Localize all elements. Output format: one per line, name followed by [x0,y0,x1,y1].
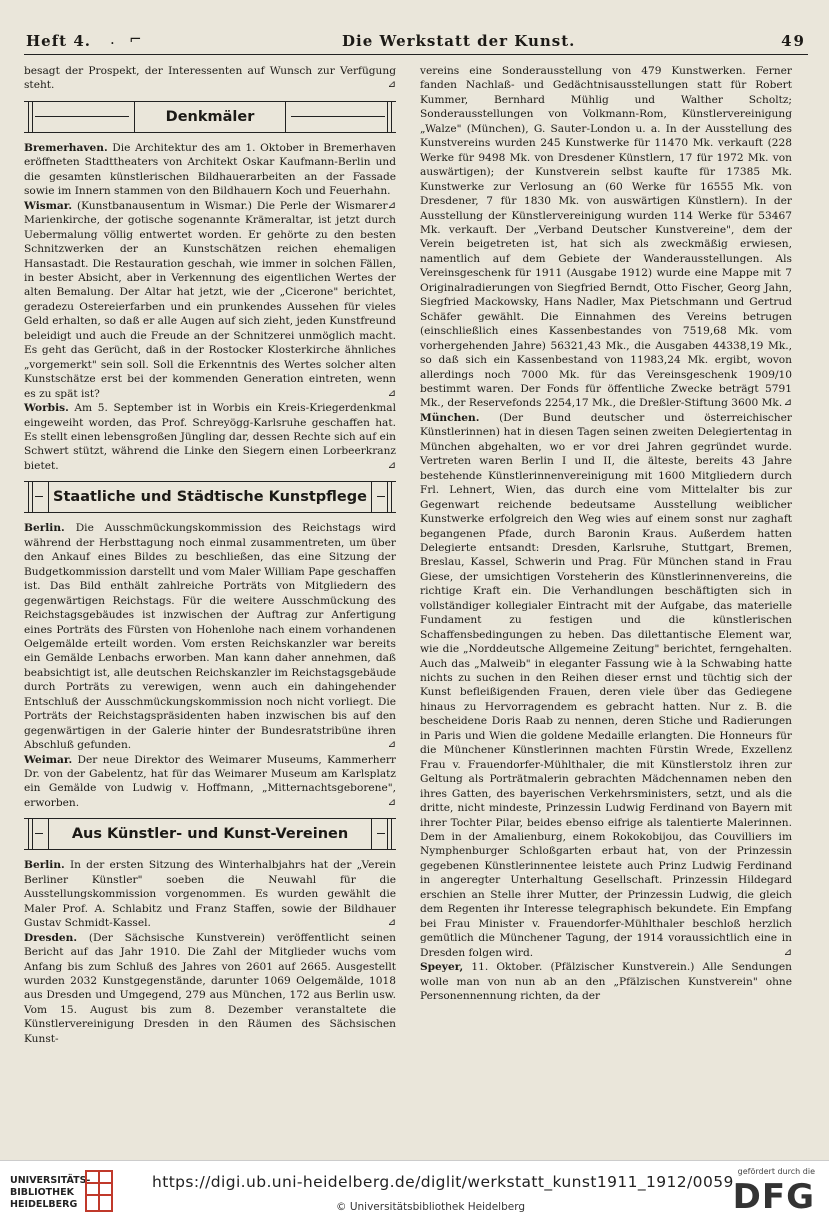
permalink-url[interactable]: https://digi.ub.uni-heidelberg.de/diglit/werkstatt_kunst1911_1912/0059 [152,1173,734,1191]
article-speyer: Speyer, 11. Oktober. (Pfälzischer Kunstverein.) Alle Sendungen wolle man von nun ab an den „Pfälzischen Kunstverein" ohne Personennennung richten, da der [420,961,792,1002]
article-muenchen: München. (Der Bund deutscher und österreichischer Künstlerinnen) hat in diesen Tagen seinen zweiten Delegiertentag in München abgehalten, wo er vor drei Jahren gegründet wurde. Vertreten waren Berlin I und II, die älteste, bereits 43 Jahre bestehende Künstlerinnenvereinigung mit 1600 Mitgliedern durch Frl. Lehnert, Wien, das durch eine vom Mittelalter bis zur Gegenwart reichende bedeutsame Ausstellung weiblicher Kunstwerke erfolgreich den Weg wies auf einem sonst nur zaghaft begangenen Pfade, durch Baronin Kraus. Außerdem hatten Delegierte entsandt: Dresden, Karlsruhe, Stuttgart, Bremen, Breslau, Kassel, Schwerin und Prag. Für München stand in Frau Giese, der umsichtigen Vorsteherin des Künstlerinnenvereins, die richtige Kraft ein. Die Verhandlungen beschäftigten sich in vollständiger kollegialer Eintracht mit der Aufgabe, das materielle Fundament zu festigen und die künstlerischen Schaffensbedingungen zu heben. Das dilettantische Element war, wie die „Norddeutsche Allgemeine Zeitung" berichtet, ferngehalten. Auch das „Malweib" in eleganter Fassung wie à la Schwabing hatte nichts zu suchen in den Reihen dieser ernst und tüchtig sich der Kunst befleißigenden Frauen, deren viele über das Gediegene hinaus zu Hervorragendem es gebracht hatten. Nur z. B. die bescheidene Doris Raab zu nennen, deren Stiche und Radierungen in Paris und Wien die goldene Medaille erlangten. Die Honneurs für die Münchener Künstlerinnen machten Fürstin Wrede, Exzellenz Frau v. Frauendorfer-Mühlthaler, die mit Künstlerstolz ihren zur Geltung als Porträtmalerin gebrachten Mädchennamen neben den ihres Gatten, des bayerischen Verkehrsministers, setzt, und als die dritte, nicht mindeste, Prinzessin Ludwig Ferdinand von Bayern mit ihrer Tochter Pilar, beides ebenso eifrige als talentierte Malerinnen. Dem in der Amalienburg, einem Rokokobijou, das Couvilliers im Nymphenburger Schloßgarten erbaut hat, von der Prinzessin gegebenen Künstlerinnentee leistete auch Prinz Ludwig Ferdinand in angeregter Unterhaltung Gesellschaft. Prinzessin Hildegard erschien an Stelle ihrer Mutter, der Prinzessin Ludwig, die gleich dem Regenten ihr Interesse telegraphisch bekundete. Ein Empfang bei Frau Minister v. Frauendorfer-Mühlthaler beschloß herzlich gemütlich die Münchener Tagung, der 1914 voraussichtlich eine in Dresden folgen wird. ⊿ [420,411,792,959]
article-bremerhaven: Bremerhaven. Die Architektur des am 1. Oktober in Bremerhaven eröffneten Stadttheaters von Architekt Oskar Kaufmann-Berlin und die gesamten künstlerischen Bildhauerarbeiten an der Fassade sowie im Innern stammen von den Bildhauern Koch und Feuerhahn. ⊿ [24,141,396,211]
article-worbis: Worbis. Am 5. September ist in Worbis ein Kreis-Kriegerdenkmal eingeweiht worden, das Prof. Schreyögg-Karlsruhe geschaffen hat. Es stellt einen lebensgroßen Jüngling dar, dessen Rechte sich auf ein Schwert stützt, während die Linke den Siegern einen Lorbeerkranz bietet. ⊿ [24,402,396,472]
article-weimar: Weimar. Der neue Direktor des Weimarer Museums, Kammerherr Dr. von der Gabelentz, hat für das Weimarer Museum am Karlsplatz ein Gemälde von Ludwig v. Hoffmann, „Mitternachtsgeborene", erworben. ⊿ [24,753,396,809]
article-berlin: Berlin. Die Ausschmückungskommission des Reichstags wird während der Herbsttagung noch einmal zusammentreten, um über den Ankauf eines Bildes zu beschließen, das eine Sitzung der Budgetkommission darstellt und vom Maler William Pape geschaffen ist. Das Bild enthält zahlreiche Porträts von Mitgliedern des gegenwärtigen Reichstags. Für die weitere Ausschmückung des Reichstagsgebäudes ist inzwischen der Auftrag zur Anfertigung eines Porträts des Fürsten von Hohenlohe nach einem vorhandenen Oelgemälde erteilt worden. Vom ersten Reichskanzler war bereits ein Gemälde Lenbachs erworben. Man kann daher annehmen, daß beabsichtigt ist, alle deutschen Reichskanzler im Reichstagsgebäude durch Porträts zu verewigen, wenn auch ein dahingehender Entschluß der Ausschmückungskommission noch nicht vorliegt. Die Porträts der Reichstagspräsidenten haben inzwischen bis auf den gegenwärtigen in der Galerie hinter der Bundesratstribüne ihren Abschluß gefunden. ⊿ [24,522,397,752]
article-dresden-continued: vereins eine Sonderausstellung von 479 Kunstwerken. Ferner fanden Nachlaß- und Gedächtnisausstellungen statt für Robert Kummer, Bernhard Mühlig und Walther Scholtz; Sonderausstellungen von Volkmann-Rom, Künstlervereinigung „Walze" (München), G. Sauter-London u. a. In der Ausstellung des Kunstvereins wurden 245 Kunstwerke für 11470 Mk. verkauft (228 Werke für 9498 Mk. von Dresdener Künstlern, 17 für 1972 Mk. von auswärtigen); der Kunstverein selbst kaufte für 17385 Mk. Kunstwerke zur Verlosung an (60 Werke für 16555 Mk. von Dresdener, 7 für 1830 Mk. von auswärtigen Künstlern). In der Ausstellung der Künstlervereinigung wurden 114 Werke für 53467 Mk. verkauft. Der „Verband Deutscher Kunstvereine", dem der Verein beigetreten ist, hat sich als zweckmäßig erwiesen, namentlich auf dem Gebiete der Wanderausstellungen. Als Vereinsgeschenk für 1911 (Ausgabe 1912) wurde eine Mappe mit 7 Originalradierungen von Siegfried Berndt, Otto Fischer, Georg Jahn, Siegfried Mackowsky, Hans Nadler, Max Pietschmann und Gertrud Schäfer gewählt. Die Einnahmen des Vereins betrugen (einschließlich eines Kassenbestandes von 7519,68 Mk. vom vorhergehenden Jahre) 56321,43 Mk., die Ausgaben 44338,19 Mk., so daß sich ein Kassenbestand von 11983,24 Mk. ergibt, wovon allerdings noch 7000 Mk. für das Vereinsgeschenk 1909/10 bestimmt waren. Der Fonds für öffentliche Zwecke beträgt 5791 Mk., der Reservefonds 2254,17 Mk., die Dreßler-Stiftung 3600 Mk. ⊿ [420,65,792,410]
article-dresden: Dresden. (Der Sächsische Kunstverein) veröffentlicht seinen Bericht auf das Jahr 1910. Die Zahl der Mitglieder wuchs vom Anfang bis zum Schluß des Jahres von 2601 auf 2665. Ausgestellt wurden 2032 Kunstgegenstände, darunter 1069 Oelgemälde, 1018 aus Dresden und Umgegend, 279 aus München, 172 aus Berlin usw. Vom 15. August bis zum 8. Dezember veranstaltete die Künstlervereinigung Dresden in den Räumen des Sächsischen Kunst- [24,931,396,1045]
section-title: Denkmäler [134,102,286,132]
library-logo-icon [82,1169,116,1213]
section-title: Staatliche und Städtische Kunstpflege [48,482,372,512]
copyright-notice: © Universitätsbibliothek Heidelberg [336,1201,526,1213]
section-header-denkmaeler [24,101,396,133]
issue-label: Heft 4. [26,32,91,50]
section-header-vereine [24,818,396,850]
section-title: Aus Künstler- und Kunst-Vereinen [48,819,372,849]
section-header-kunstpflege [24,481,396,513]
dfg-logo: DFG [732,1177,815,1217]
viewer-footer [0,1160,829,1222]
article-wismar: Wismar. (Kunstbanausentum in Wismar.) Die Perle der Wismarer Marienkirche, der gotische sogenannte Krämeraltar, ist jetzt durch Uebermalung völlig entwertet worden. Er gehörte zu den besten Schnitzwerken der an Kunstschätzen reichen ehemaligen Hansastadt. Die Restauration geschah, wie immer in solchen Fällen, in bester Absicht, aber in Verkennung des eigentlichen Wertes der alten Bemalung. Der Altar hat jetzt, wie der „Cicerone" berichtet, geradezu Ostereierfarben und ein prunkendes Aussehen für vieles Geld erhalten, so daß er alle Augen auf sich zieht, jeden Kunstfreund beleidigt und auch die Freude an der Schnitzerei unmöglich macht. Es geht das Gerücht, daß in der Rostocker Klosterkirche ähnliches „vorgemerkt" sein soll. Soll die Erkenntnis des Wertes solcher alten Kunstschätze erst bei der kommenden Generation eintreten, wenn es zu spät ist? ⊿ [24,199,397,400]
header-mark: . ⌐ [110,30,142,48]
page-number: 49 [781,32,806,50]
funding-caption: gefördert durch die [737,1167,815,1176]
library-name: UNIVERSITÄTS- BIBLIOTHEK HEIDELBERG [10,1175,91,1210]
journal-title: Die Werkstatt der Kunst. [342,32,576,50]
article-berlin-verein: Berlin. In der ersten Sitzung des Winterhalbjahrs hat der „Verein Berliner Künstler" soeben die Neuwahl für die Ausstellungskommission vorgenommen. Es wurden gewählt die Maler Prof. A. Schlabitz und Franz Staffen, sowie der Bildhauer Gustav Schmidt-Kassel. ⊿ [24,859,396,930]
right-column [420,64,792,1003]
page-header [24,30,808,55]
intro-paragraph: besagt der Prospekt, der Interessenten auf Wunsch zur Verfügung steht. ⊿ [24,65,396,92]
left-column [24,64,396,1046]
